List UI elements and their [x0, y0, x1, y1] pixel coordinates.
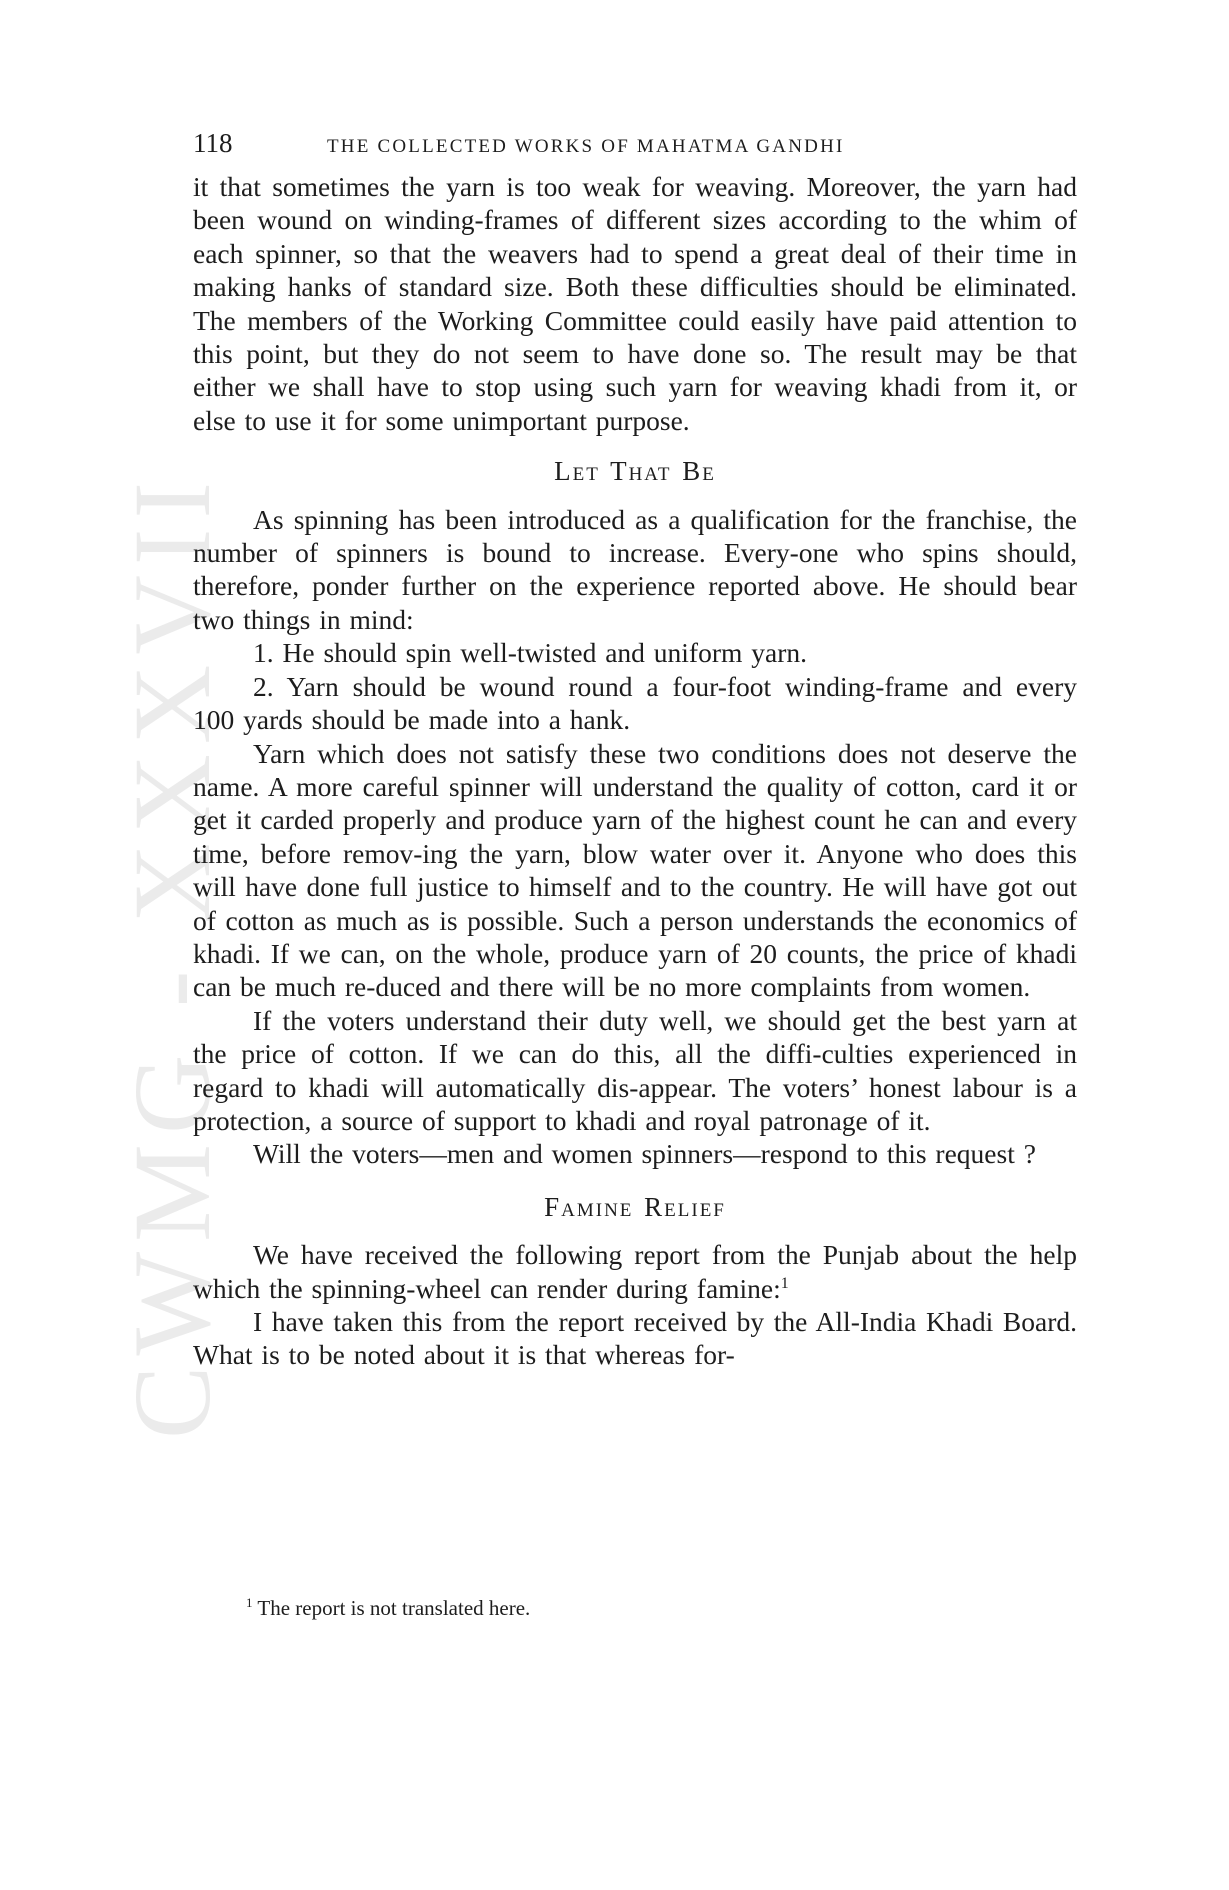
section-heading-let-that-be: Let That Be — [554, 456, 716, 487]
paragraph-7: I have taken this from the report received by the All-India Khadi Board. What is to be noted about it is that whereas for- — [193, 1306, 1077, 1371]
running-header — [193, 128, 1077, 168]
paragraph-3: Yarn which does not satisfy these two conditions does not deserve the name. A more careful spinner will understand the quality of cotton, card it or get it carded properly and produce yarn of the highest count he can and every time, before remov-ing the yarn, blow water over it. Anyone who does this will have done full justice to himself and to the country. He will have got out of cotton as much as is possible. Such a person understands the economics of khadi. If we can, on the whole, produce yarn of 20 counts, the price of khadi can be much re-duced and there will be no more complaints from women. — [193, 737, 1077, 1003]
paragraph-6-text: We have received the following report from the Punjab about the help which the spinning-wheel can render during famine: — [193, 1239, 1077, 1304]
paragraph-4: If the voters understand their duty well, we should get the best yarn at the price of cotton. If we can do this, all the diffi-culties experienced in regard to khadi will automatically dis-appear. The voters’ honest labour is a protection, a source of support to khadi and royal patronage of it. — [193, 1004, 1077, 1136]
section-heading-famine-relief: Famine Relief — [544, 1191, 726, 1222]
running-title: THE COLLECTED WORKS OF MAHATMA GANDHI — [327, 136, 845, 157]
footnote — [246, 1594, 530, 1622]
footnote-text: The report is not translated here. — [252, 1596, 531, 1620]
list-item-1: 1. He should spin well-twisted and uniform yarn. — [253, 637, 807, 669]
body-text — [193, 170, 1077, 1372]
paragraph-1: it that sometimes the yarn is too weak for weaving. Moreover, the yarn had been wound on winding-frames of different sizes according to the whim of each spinner, so that the weavers had to spend a great deal of their time in making hanks of standard size. Both these difficulties should be eliminated. The members of the Working Committee could easily have paid attention to this point, but they do not seem to have done so. The result may be that either we shall have to stop using such yarn for weaving khadi from it, or else to use it for some unimportant purpose. — [193, 171, 1077, 436]
paragraph-2: As spinning has been introduced as a qualification for the franchise, the number of spinners is bound to increase. Every-one who spins should, therefore, ponder further on the experience reported above. He should bear two things in mind: — [193, 503, 1077, 635]
footnote-marker: 1 — [246, 1595, 253, 1610]
page-content — [193, 128, 1077, 1372]
footnote-reference: 1 — [780, 1274, 789, 1292]
page-number: 118 — [193, 128, 233, 158]
paragraph-6 — [193, 1238, 1077, 1305]
paragraph-5: Will the voters—men and women spinners—respond to this request ? — [253, 1138, 1036, 1170]
watermark-text: CWMG - XXXVII — [111, 471, 234, 1439]
list-item-2: 2. Yarn should be wound round a four-foot winding-frame and every 100 yards should be made into a hank. — [193, 670, 1077, 736]
